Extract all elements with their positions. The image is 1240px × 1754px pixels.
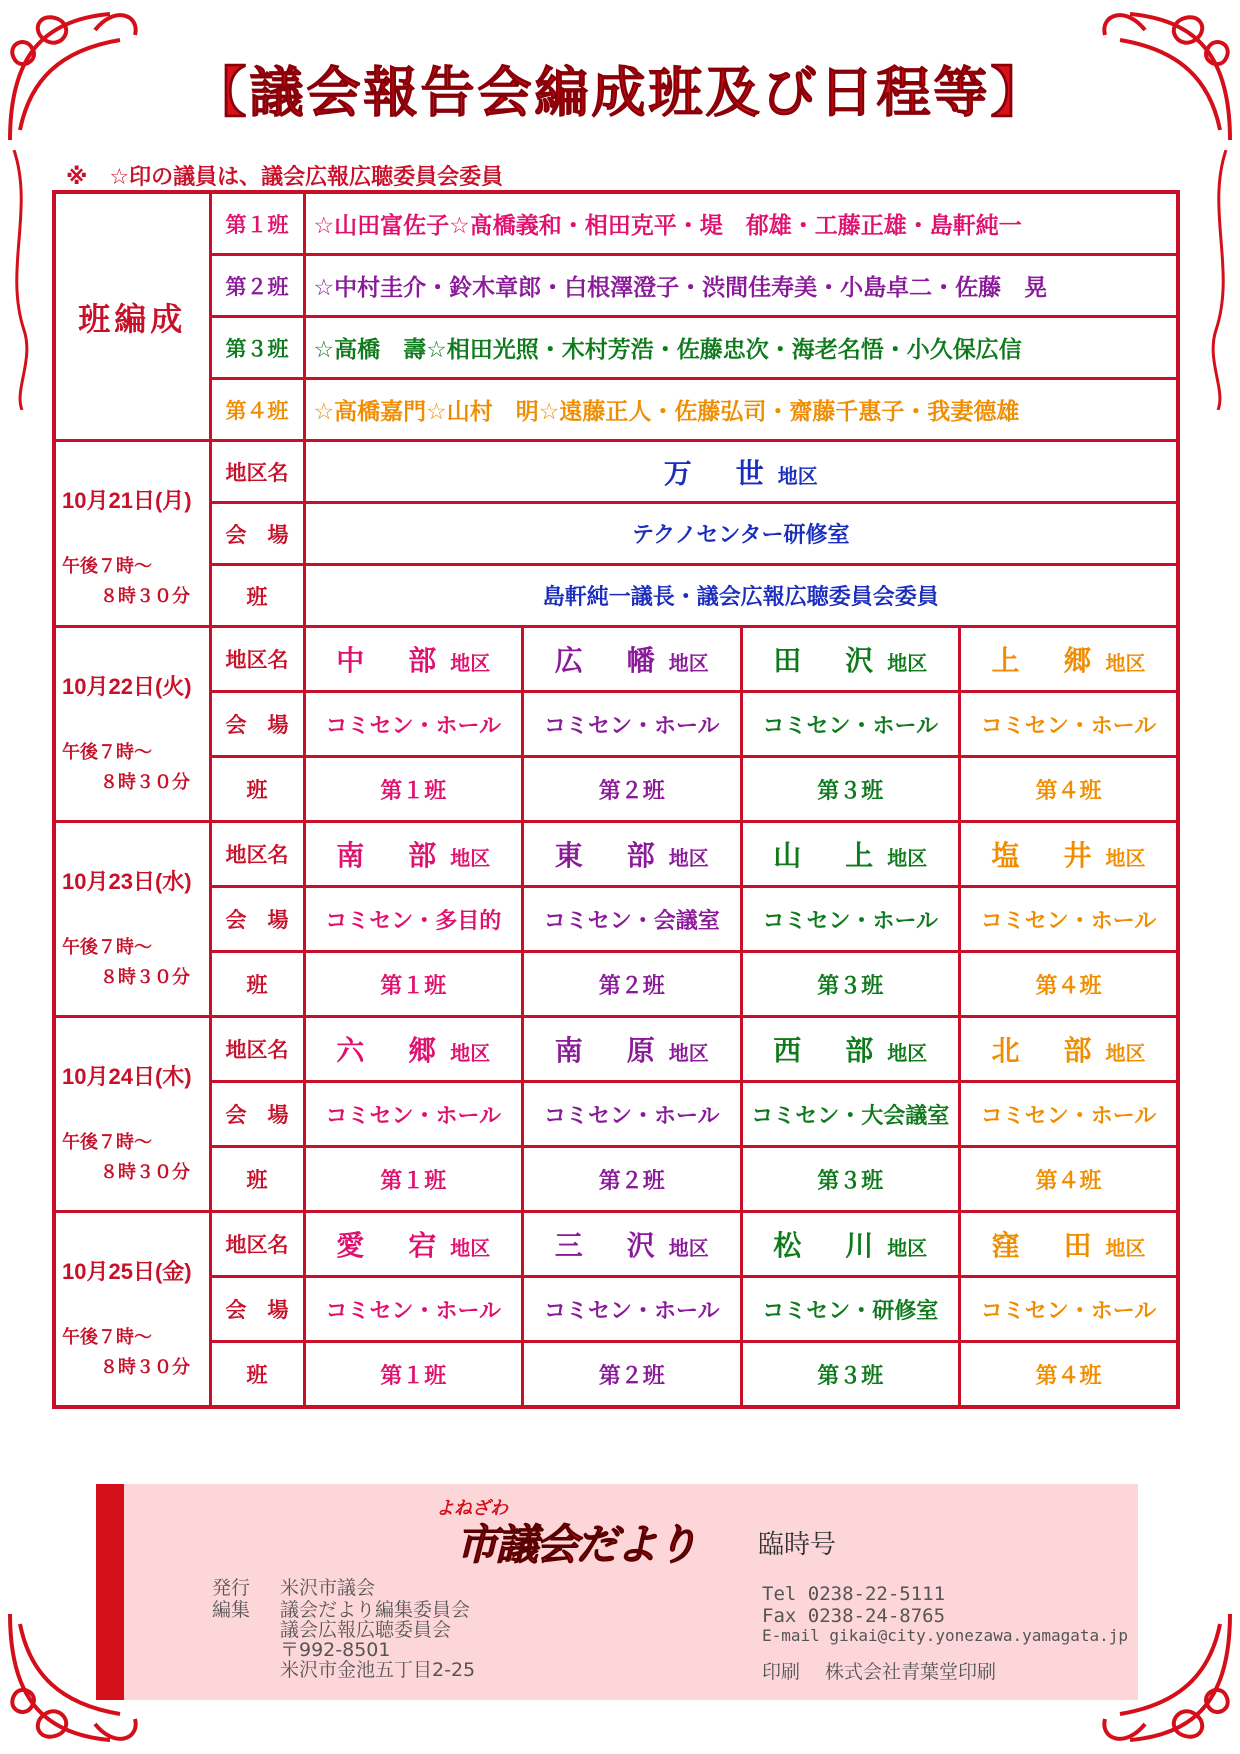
row-label-venue: 会 場 [210,503,304,565]
row-label-district: 地区名 [210,627,304,692]
group-cell: 第２班 [523,952,742,1017]
time-end: ８時３０分 [100,967,190,988]
group-label: 第３班 [210,317,304,379]
publisher: 米沢市議会 [280,1577,376,1599]
time-start: 午後７時～ [62,937,152,958]
date-cell [54,1017,210,1212]
time-start: 午後７時～ [62,1327,152,1348]
group-cell: 第２班 [523,1342,742,1408]
row-label-venue: 会 場 [210,692,304,757]
edition-label: 臨時号 [758,1530,837,1560]
group-label: 第２班 [210,255,304,317]
district-name: 東 部 [554,839,663,872]
time-end: ８時３０分 [100,1357,190,1378]
venue-cell: コミセン・ホール [304,1082,523,1147]
page-title: 【議会報告会編成班及び日程等】 [192,61,1048,124]
date-cell [54,1212,210,1408]
row-label-group: 班 [210,1147,304,1212]
district-name: 広 幡 [554,644,663,677]
group-label: 第４班 [210,379,304,441]
date-label: 10月23日(水) [62,869,192,894]
district-name: 窪 田 [991,1229,1100,1262]
time-start: 午後７時～ [62,742,152,763]
district-name: 南 原 [554,1034,663,1067]
venue-cell: コミセン・研修室 [741,1277,960,1342]
district-name: 上 郷 [991,644,1100,677]
venue-cell: コミセン・ホール [960,692,1179,757]
venue-cell: コミセン・多目的 [304,887,523,952]
district-suffix: 地区 [1105,1041,1146,1065]
printer: 印刷 株式会社青葉堂印刷 [762,1661,997,1683]
footer-panel [96,1484,1138,1700]
district-cell [304,441,1178,503]
row-label-group: 班 [210,565,304,627]
venue-cell: コミセン・ホール [304,1277,523,1342]
district-cell [523,822,742,887]
group-members: ☆中村圭介・鈴木章郎・白根澤澄子・渋間佳寿美・小島卓二・佐藤 晃 [304,255,1178,317]
district-suffix: 地区 [668,1236,709,1260]
district-cell [960,1017,1179,1082]
logo-ruby: よねざわ [436,1498,508,1519]
group-cell: 第２班 [523,757,742,822]
date-label: 10月21日(月) [62,488,192,513]
date-label: 10月25日(金) [62,1259,192,1284]
district-name: 塩 井 [991,839,1100,872]
venue-cell: コミセン・ホール [523,692,742,757]
district-name: 南 部 [336,839,445,872]
district-name: 中 部 [336,644,445,677]
venue-cell: コミセン・ホール [960,1277,1179,1342]
row-label-district: 地区名 [210,822,304,887]
row-label-district: 地区名 [210,1017,304,1082]
row-label-group: 班 [210,757,304,822]
district-suffix: 地区 [887,1041,928,1065]
district-suffix: 地区 [777,463,818,488]
district-name: 北 部 [991,1034,1100,1067]
district-suffix: 地区 [1105,1236,1146,1260]
district-suffix: 地区 [887,1236,928,1260]
group-label: 第１班 [210,192,304,255]
editor-label: 編集 [212,1599,251,1621]
group-cell: 第４班 [960,1147,1179,1212]
district-name: 万 世 [663,456,772,490]
side-ornament-left [4,150,44,410]
district-cell [523,627,742,692]
time-end: ８時３０分 [100,1162,190,1183]
date-label: 10月24日(木) [62,1064,192,1089]
editor-2: 議会広報広聴委員会 [280,1619,452,1641]
group-header: 班編成 [54,192,210,441]
schedule-table [52,190,1180,1409]
time-start: 午後７時～ [62,556,152,577]
fax: Fax 0238-24-8765 [762,1605,946,1627]
district-cell [304,1017,523,1082]
note-text: ※ ☆印の議員は、議会広報広聴委員会委員 [66,165,504,190]
postal-code: 〒992-8501 [280,1639,391,1661]
district-name: 田 沢 [773,644,882,677]
row-label-group: 班 [210,952,304,1017]
side-ornament-right [1196,150,1236,410]
group-cell: 第１班 [304,1342,523,1408]
group-cell: 第４班 [960,952,1179,1017]
address: 米沢市金池五丁目2-25 [280,1659,476,1681]
row-label-district: 地区名 [210,1212,304,1277]
district-cell [960,1212,1179,1277]
district-cell [960,627,1179,692]
group-cell: 第２班 [523,1147,742,1212]
district-name: 愛 宕 [336,1229,445,1262]
district-name: 西 部 [773,1034,882,1067]
district-cell [741,1017,960,1082]
district-name: 六 郷 [336,1034,445,1067]
group-cell: 第４班 [960,1342,1179,1408]
district-cell [523,1017,742,1082]
venue-cell: コミセン・ホール [523,1277,742,1342]
venue-cell: コミセン・ホール [960,1082,1179,1147]
venue-cell: コミセン・ホール [304,692,523,757]
group-members: ☆高橋嘉門☆山村 明☆遠藤正人・佐藤弘司・齋藤千惠子・我妻德雄 [304,379,1178,441]
group-cell: 第３班 [741,757,960,822]
date-cell [54,822,210,1017]
row-label-group: 班 [210,1342,304,1408]
group-cell: 第３班 [741,952,960,1017]
district-cell [741,822,960,887]
publisher-label: 発行 [212,1577,251,1599]
time-end: ８時３０分 [100,772,190,793]
editor-1: 議会だより編集委員会 [280,1599,471,1621]
district-cell [304,1212,523,1277]
district-cell [304,627,523,692]
row-label-district: 地区名 [210,441,304,503]
district-cell [741,627,960,692]
district-suffix: 地区 [668,1041,709,1065]
group-cell: 第１班 [304,952,523,1017]
group-cell: 第１班 [304,1147,523,1212]
district-suffix: 地区 [668,846,709,870]
group-cell: 第３班 [741,1342,960,1408]
time-end: ８時３０分 [100,586,190,607]
email: E-mail gikai@city.yonezawa.yamagata.jp [762,1626,1129,1645]
group-members: ☆高橋 壽☆相田光照・木村芳浩・佐藤忠次・海老名悟・小久保広信 [304,317,1178,379]
group-cell: 島軒純一議長・議会広報広聴委員会委員 [304,565,1178,627]
venue-cell: コミセン・大会議室 [741,1082,960,1147]
district-name: 松 川 [773,1229,882,1262]
district-suffix: 地区 [450,651,491,675]
date-cell [54,627,210,822]
row-label-venue: 会 場 [210,887,304,952]
district-cell [960,822,1179,887]
row-label-venue: 会 場 [210,1082,304,1147]
district-name: 三 沢 [554,1229,663,1262]
footer-accent-bar [96,1484,124,1700]
district-cell [304,822,523,887]
venue-cell: コミセン・ホール [960,887,1179,952]
venue-cell: コミセン・ホール [523,1082,742,1147]
venue-cell: コミセン・会議室 [523,887,742,952]
newsletter-logo: 市議会だより [456,1520,697,1569]
district-suffix: 地区 [1105,651,1146,675]
row-label-venue: 会 場 [210,1277,304,1342]
group-members: ☆山田富佐子☆髙橋義和・相田克平・堤 郁雄・工藤正雄・島軒純一 [304,192,1178,255]
district-suffix: 地区 [887,846,928,870]
district-suffix: 地区 [1105,846,1146,870]
date-label: 10月22日(火) [62,674,192,699]
tel: Tel 0238-22-5111 [762,1583,946,1605]
district-suffix: 地区 [668,651,709,675]
venue-cell: テクノセンター研修室 [304,503,1178,565]
district-cell [523,1212,742,1277]
district-suffix: 地区 [887,651,928,675]
venue-cell: コミセン・ホール [741,692,960,757]
date-cell [54,441,210,627]
venue-cell: コミセン・ホール [741,887,960,952]
district-suffix: 地区 [450,846,491,870]
district-name: 山 上 [773,839,882,872]
district-suffix: 地区 [450,1236,491,1260]
group-cell: 第３班 [741,1147,960,1212]
group-cell: 第４班 [960,757,1179,822]
group-cell: 第１班 [304,757,523,822]
district-cell [741,1212,960,1277]
time-start: 午後７時～ [62,1132,152,1153]
district-suffix: 地区 [450,1041,491,1065]
